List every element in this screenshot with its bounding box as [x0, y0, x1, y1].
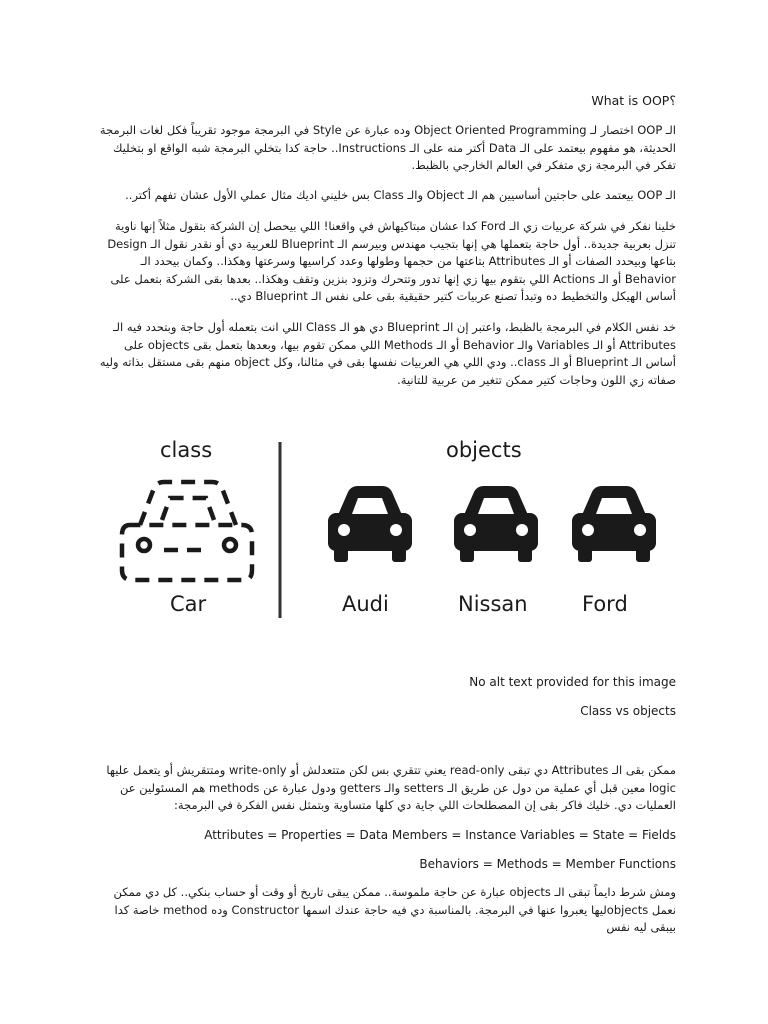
- car-icon-audi: [328, 486, 412, 562]
- behaviors-synonyms: Behaviors = Methods = Member Functions: [419, 857, 676, 871]
- attributes-synonyms: Attributes = Properties = Data Members = Instance Variables = State = Fields: [204, 828, 676, 842]
- paragraph-objects-constructor: ومش شرط دايماً تبقى الـ objects عبارة عن حاجة ملموسة.. ممكن يبقى تاريخ أو وقت أو حساب بنكي.. كل دي ممكن نعمل objectsليها يعبروا عنها في البرمجة. بالمناسبة دي فيه حاجة عندك اسمها Constructor وده method خاصة كدا بيبقى ليه نفس: [113, 885, 676, 934]
- paragraph-car-company-example: خلينا نفكر في شركة عربيات زي الـ Ford كدا عشان مبتاكيهاش في واقعنا! اللي بيحصل إن الشركة بتقول مثلاً إنها ناوية تنزل بعربية جديدة.. أول حاجة بتعملها هي إنها بتجيب مهندس وبيرسم الـ Blueprint للعربية دي أو نقدر نقول الـ Design بتاعها وبيحدد الصفات أو الـ Attributes بتاعتها من حجمها وطولها وعدد كراسيها وسرعتها وهكذا.. وكمان بيحدد الـ Behavior أو الـ Actions اللي بتقوم بيها زي إنها تدور وتتحرك وتزود بنزين وتقف وهكذا.. بعدها بقى الشركة بتعمل على أساس الهيكل والتخطيط ده وتبدأ تصنع عربيات كتير حقيقية بقى على نفس الـ Blueprint دي..: [107, 219, 676, 303]
- class-vs-objects-figure: [92, 420, 676, 640]
- class-title: class: [160, 438, 213, 462]
- image-caption: Class vs objects: [580, 704, 676, 718]
- objects-title: objects: [446, 438, 522, 462]
- paragraph-oop-definition: الـ OOP اختصار لـ Object Oriented Programming وده عبارة عن Style في البرمجة موجود تقريباً فكل لغات البرمجة الحديثة، هو مفهوم بيعتمد على الـ Data أكتر منه على الـ Instructions.. حاجة كدا بتخلي البرمجة شبه الواقع او بتخليك تفكر في البرمجة زي متفكر في العالم الخارجي بالظبط.: [99, 123, 676, 172]
- car-icon-nissan: [454, 486, 538, 562]
- car-icon-ford: [572, 486, 656, 562]
- object-label-audi: Audi: [342, 592, 389, 616]
- object-label-ford: Ford: [582, 592, 628, 616]
- paragraph-object-class-intro: الـ OOP بيعتمد على حاجتين أساسيين هم الـ Object والـ Class بس خليني اديك مثال عملي الأول عشان تفهم أكتر..: [125, 188, 676, 202]
- paragraph-getters-setters: ممكن بقى الـ Attributes دي تبقى read-only يعني تتقري بس لكن متتعدلش أو write-only ومتتقريش أو يتعمل عليها logic معين قبل أي عملية من دول عن طريق الـ setters والـ getters ودول عبارة عن methods هم المسئولين عن العمليات دي. خليك فاكر بقى إن المصطلحات اللي جاية دي كلها متساوية وبتمثل نفس الفكرة في البرمجة:: [106, 763, 676, 812]
- image-alt-note: No alt text provided for this image: [469, 675, 676, 689]
- section-heading: What is OOP؟: [591, 93, 676, 108]
- class-item-label: Car: [170, 592, 207, 616]
- paragraph-blueprint-class: خد نفس الكلام في البرمجة بالظبط، واعتبر إن الـ Blueprint دي هو الـ Class اللي انت بتعمله أول حاجة وبتحدد فيه الـ Attributes أو الـ Variables والـ Behavior أو الـ Methods اللي ممكن تقوم بيها، وبعدها بتعمل بقى objects على أساس الـ Blueprint أو الـ class.. ودي اللي هي العربيات نفسها بقى في مثالنا، وكل object منهم بقى مستقل بذاته وليه صفاته زي اللون وحاجات كتير ممكن تتغير من عربية للتانية.: [99, 320, 676, 387]
- dashed-car-icon: [122, 482, 252, 580]
- object-label-nissan: Nissan: [458, 592, 528, 616]
